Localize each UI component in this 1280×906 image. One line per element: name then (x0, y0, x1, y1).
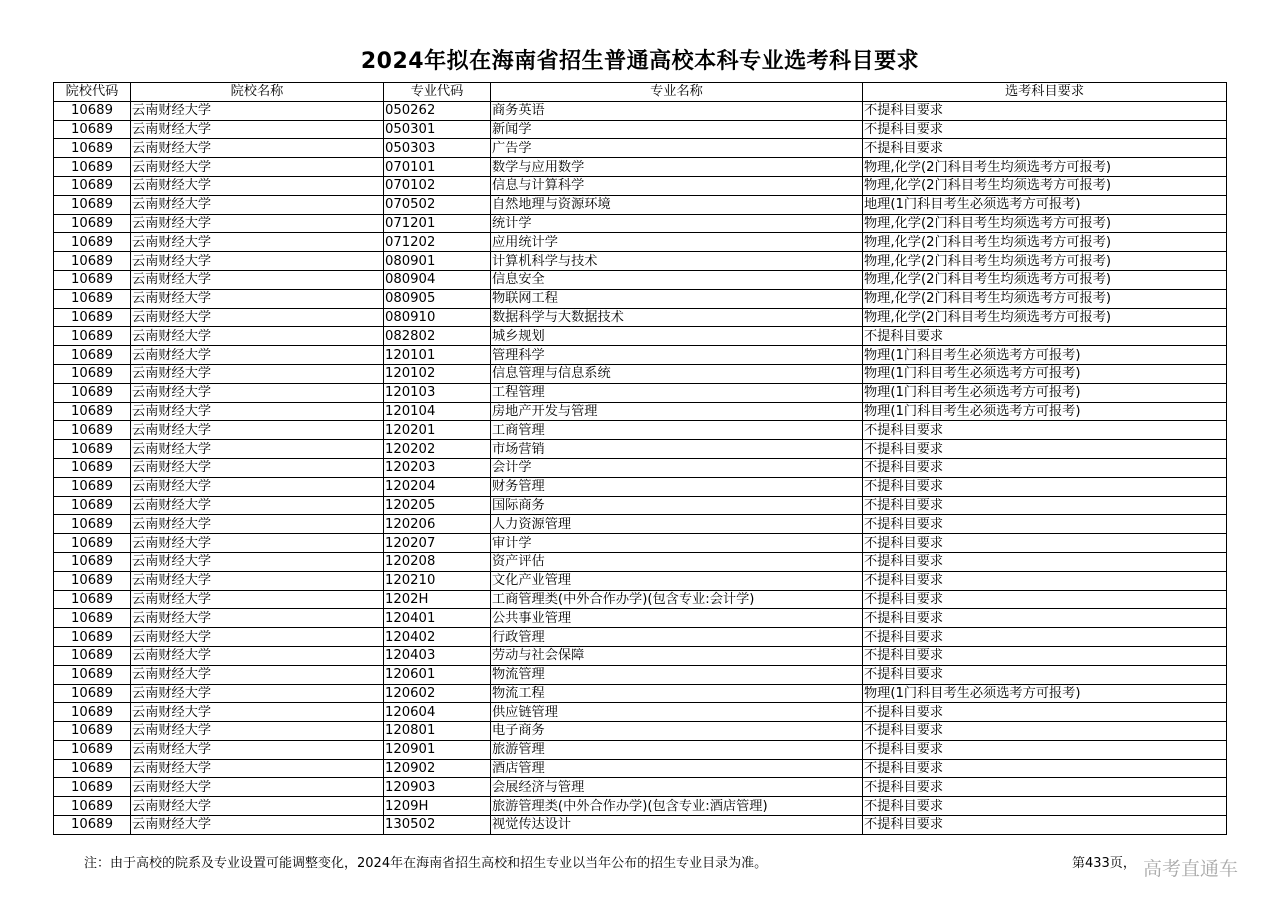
table-row (54, 534, 1227, 553)
school-code-cell: 10689 (54, 308, 131, 327)
major-name-cell: 工商管理类(中外合作办学)(包含专业:会计学) (491, 590, 863, 609)
school-name-cell: 云南财经大学 (131, 402, 384, 421)
subject-requirement-cell: 不提科目要求 (863, 421, 1227, 440)
major-code-cell: 120403 (384, 646, 491, 665)
school-name-cell: 云南财经大学 (131, 496, 384, 515)
subject-requirement-cell: 物理(1门科目考生必须选考方可报考) (863, 346, 1227, 365)
table-row (54, 158, 1227, 177)
subject-requirement-cell: 不提科目要求 (863, 120, 1227, 139)
major-name-cell: 供应链管理 (491, 703, 863, 722)
school-name-cell: 云南财经大学 (131, 176, 384, 195)
school-name-cell: 云南财经大学 (131, 308, 384, 327)
major-name-cell: 广告学 (491, 139, 863, 158)
table-row (54, 778, 1227, 797)
subject-requirement-cell: 不提科目要求 (863, 740, 1227, 759)
school-name-cell: 云南财经大学 (131, 233, 384, 252)
school-code-cell: 10689 (54, 816, 131, 835)
major-code-cell: 120402 (384, 628, 491, 647)
major-code-cell: 1202H (384, 590, 491, 609)
table-row (54, 139, 1227, 158)
subject-requirement-cell: 不提科目要求 (863, 646, 1227, 665)
major-code-cell: 120104 (384, 402, 491, 421)
subject-requirement-cell: 不提科目要求 (863, 515, 1227, 534)
school-code-cell: 10689 (54, 176, 131, 195)
school-code-cell: 10689 (54, 740, 131, 759)
major-name-cell: 视觉传达设计 (491, 816, 863, 835)
school-code-cell: 10689 (54, 477, 131, 496)
school-code-cell: 10689 (54, 402, 131, 421)
major-code-cell: 120903 (384, 778, 491, 797)
school-code-cell: 10689 (54, 214, 131, 233)
school-code-cell: 10689 (54, 703, 131, 722)
subject-requirement-cell: 物理,化学(2门科目考生均须选考方可报考) (863, 308, 1227, 327)
subject-requirement-cell: 不提科目要求 (863, 628, 1227, 647)
subject-requirement-cell: 物理,化学(2门科目考生均须选考方可报考) (863, 252, 1227, 271)
major-code-cell: 120601 (384, 665, 491, 684)
school-name-cell: 云南财经大学 (131, 816, 384, 835)
subject-requirement-cell: 地理(1门科目考生必须选考方可报考) (863, 195, 1227, 214)
table-row (54, 233, 1227, 252)
school-name-cell: 云南财经大学 (131, 628, 384, 647)
major-name-cell: 工商管理 (491, 421, 863, 440)
table-row (54, 646, 1227, 665)
major-code-cell: 120401 (384, 609, 491, 628)
major-code-cell: 120203 (384, 458, 491, 477)
major-name-cell: 人力资源管理 (491, 515, 863, 534)
school-code-cell: 10689 (54, 364, 131, 383)
table-row (54, 816, 1227, 835)
school-code-cell: 10689 (54, 609, 131, 628)
major-code-cell: 120205 (384, 496, 491, 515)
school-code-cell: 10689 (54, 346, 131, 365)
subject-requirement-cell: 不提科目要求 (863, 458, 1227, 477)
major-name-cell: 行政管理 (491, 628, 863, 647)
subject-requirement-cell: 物理(1门科目考生必须选考方可报考) (863, 383, 1227, 402)
major-code-cell: 071202 (384, 233, 491, 252)
school-name-cell: 云南财经大学 (131, 665, 384, 684)
subject-requirement-cell: 不提科目要求 (863, 816, 1227, 835)
major-code-cell: 080901 (384, 252, 491, 271)
subject-requirement-cell: 不提科目要求 (863, 797, 1227, 816)
school-name-cell: 云南财经大学 (131, 722, 384, 741)
subject-requirement-cell: 不提科目要求 (863, 327, 1227, 346)
school-name-cell: 云南财经大学 (131, 740, 384, 759)
school-code-cell: 10689 (54, 101, 131, 120)
school-name-cell: 云南财经大学 (131, 195, 384, 214)
major-name-cell: 电子商务 (491, 722, 863, 741)
school-code-cell: 10689 (54, 458, 131, 477)
major-code-cell: 130502 (384, 816, 491, 835)
school-code-cell: 10689 (54, 797, 131, 816)
table-row (54, 308, 1227, 327)
subject-requirement-cell: 物理(1门科目考生必须选考方可报考) (863, 402, 1227, 421)
school-name-cell: 云南财经大学 (131, 289, 384, 308)
major-name-cell: 工程管理 (491, 383, 863, 402)
major-code-cell: 120102 (384, 364, 491, 383)
school-code-cell: 10689 (54, 722, 131, 741)
major-name-cell: 市场营销 (491, 440, 863, 459)
subject-requirement-cell: 不提科目要求 (863, 571, 1227, 590)
major-name-cell: 自然地理与资源环境 (491, 195, 863, 214)
table-row (54, 590, 1227, 609)
table-row (54, 252, 1227, 271)
major-name-cell: 信息安全 (491, 270, 863, 289)
major-name-cell: 新闻学 (491, 120, 863, 139)
subject-requirement-cell: 不提科目要求 (863, 590, 1227, 609)
school-name-cell: 云南财经大学 (131, 778, 384, 797)
major-name-cell: 房地产开发与管理 (491, 402, 863, 421)
school-code-cell: 10689 (54, 440, 131, 459)
major-code-cell: 070101 (384, 158, 491, 177)
major-code-cell: 050262 (384, 101, 491, 120)
table-row (54, 101, 1227, 120)
table-header-row (54, 83, 1227, 102)
school-name-cell: 云南财经大学 (131, 346, 384, 365)
school-name-cell: 云南财经大学 (131, 101, 384, 120)
school-name-cell: 云南财经大学 (131, 609, 384, 628)
major-name-cell: 物流工程 (491, 684, 863, 703)
major-code-cell: 120902 (384, 759, 491, 778)
subject-requirement-cell: 物理,化学(2门科目考生均须选考方可报考) (863, 233, 1227, 252)
major-code-cell: 080904 (384, 270, 491, 289)
school-code-cell: 10689 (54, 628, 131, 647)
school-name-cell: 云南财经大学 (131, 759, 384, 778)
major-name-cell: 应用统计学 (491, 233, 863, 252)
subject-requirement-cell: 物理,化学(2门科目考生均须选考方可报考) (863, 176, 1227, 195)
subject-requirement-cell: 不提科目要求 (863, 101, 1227, 120)
subject-requirement-cell: 不提科目要求 (863, 552, 1227, 571)
subject-requirement-cell: 不提科目要求 (863, 609, 1227, 628)
major-name-cell: 审计学 (491, 534, 863, 553)
table-row (54, 684, 1227, 703)
school-name-cell: 云南财经大学 (131, 534, 384, 553)
school-name-cell: 云南财经大学 (131, 552, 384, 571)
table-row (54, 289, 1227, 308)
table-row (54, 195, 1227, 214)
table-body (54, 101, 1227, 834)
subject-requirement-cell: 不提科目要求 (863, 477, 1227, 496)
major-name-cell: 信息管理与信息系统 (491, 364, 863, 383)
major-code-cell: 1209H (384, 797, 491, 816)
school-code-cell: 10689 (54, 195, 131, 214)
major-code-cell: 120201 (384, 421, 491, 440)
requirements-table (53, 82, 1227, 835)
school-name-cell: 云南财经大学 (131, 458, 384, 477)
school-code-cell: 10689 (54, 252, 131, 271)
major-code-cell: 120202 (384, 440, 491, 459)
major-code-cell: 120210 (384, 571, 491, 590)
major-code-cell: 050303 (384, 139, 491, 158)
major-code-cell: 120204 (384, 477, 491, 496)
table-row (54, 797, 1227, 816)
watermark: 高考直通车 (1143, 858, 1239, 880)
major-name-cell: 信息与计算科学 (491, 176, 863, 195)
table-row (54, 270, 1227, 289)
table-row (54, 402, 1227, 421)
major-code-cell: 120604 (384, 703, 491, 722)
subject-requirement-cell: 不提科目要求 (863, 722, 1227, 741)
school-code-cell: 10689 (54, 421, 131, 440)
school-code-cell: 10689 (54, 158, 131, 177)
major-name-cell: 会展经济与管理 (491, 778, 863, 797)
table-row (54, 628, 1227, 647)
major-code-cell: 120207 (384, 534, 491, 553)
major-code-cell: 071201 (384, 214, 491, 233)
major-code-cell: 120208 (384, 552, 491, 571)
school-code-cell: 10689 (54, 139, 131, 158)
table-row (54, 609, 1227, 628)
subject-requirement-cell: 物理,化学(2门科目考生均须选考方可报考) (863, 289, 1227, 308)
header-school-name: 院校名称 (131, 83, 384, 102)
major-name-cell: 公共事业管理 (491, 609, 863, 628)
table-row (54, 214, 1227, 233)
school-name-cell: 云南财经大学 (131, 590, 384, 609)
school-code-cell: 10689 (54, 289, 131, 308)
table-row (54, 722, 1227, 741)
school-code-cell: 10689 (54, 646, 131, 665)
school-code-cell: 10689 (54, 327, 131, 346)
school-name-cell: 云南财经大学 (131, 684, 384, 703)
major-code-cell: 070502 (384, 195, 491, 214)
major-code-cell: 120801 (384, 722, 491, 741)
subject-requirement-cell: 不提科目要求 (863, 703, 1227, 722)
major-name-cell: 数学与应用数学 (491, 158, 863, 177)
school-name-cell: 云南财经大学 (131, 214, 384, 233)
school-name-cell: 云南财经大学 (131, 477, 384, 496)
table-row (54, 458, 1227, 477)
major-name-cell: 国际商务 (491, 496, 863, 515)
school-name-cell: 云南财经大学 (131, 515, 384, 534)
table-row (54, 665, 1227, 684)
subject-requirement-cell: 不提科目要求 (863, 665, 1227, 684)
table-row (54, 496, 1227, 515)
subject-requirement-cell: 物理,化学(2门科目考生均须选考方可报考) (863, 270, 1227, 289)
school-code-cell: 10689 (54, 684, 131, 703)
major-name-cell: 城乡规划 (491, 327, 863, 346)
header-major-name: 专业名称 (491, 83, 863, 102)
school-code-cell: 10689 (54, 270, 131, 289)
table-row (54, 176, 1227, 195)
school-name-cell: 云南财经大学 (131, 158, 384, 177)
school-name-cell: 云南财经大学 (131, 252, 384, 271)
major-name-cell: 财务管理 (491, 477, 863, 496)
table-row (54, 440, 1227, 459)
table-row (54, 421, 1227, 440)
table-row (54, 571, 1227, 590)
page-number: 第433页， (1072, 856, 1136, 871)
school-name-cell: 云南财经大学 (131, 797, 384, 816)
school-name-cell: 云南财经大学 (131, 703, 384, 722)
major-code-cell: 050301 (384, 120, 491, 139)
subject-requirement-cell: 物理,化学(2门科目考生均须选考方可报考) (863, 158, 1227, 177)
major-code-cell: 120602 (384, 684, 491, 703)
school-name-cell: 云南财经大学 (131, 571, 384, 590)
school-name-cell: 云南财经大学 (131, 383, 384, 402)
major-name-cell: 旅游管理 (491, 740, 863, 759)
major-code-cell: 120901 (384, 740, 491, 759)
major-name-cell: 会计学 (491, 458, 863, 477)
table-row (54, 364, 1227, 383)
school-code-cell: 10689 (54, 552, 131, 571)
major-code-cell: 082802 (384, 327, 491, 346)
subject-requirement-cell: 不提科目要求 (863, 139, 1227, 158)
subject-requirement-cell: 物理(1门科目考生必须选考方可报考) (863, 364, 1227, 383)
major-name-cell: 商务英语 (491, 101, 863, 120)
major-name-cell: 统计学 (491, 214, 863, 233)
major-code-cell: 120103 (384, 383, 491, 402)
table-row (54, 515, 1227, 534)
subject-requirement-cell: 不提科目要求 (863, 440, 1227, 459)
table-row (54, 740, 1227, 759)
header-major-code: 专业代码 (384, 83, 491, 102)
school-code-cell: 10689 (54, 496, 131, 515)
school-code-cell: 10689 (54, 759, 131, 778)
school-code-cell: 10689 (54, 778, 131, 797)
table-row (54, 477, 1227, 496)
major-name-cell: 劳动与社会保障 (491, 646, 863, 665)
major-name-cell: 物联网工程 (491, 289, 863, 308)
major-name-cell: 旅游管理类(中外合作办学)(包含专业:酒店管理) (491, 797, 863, 816)
major-name-cell: 酒店管理 (491, 759, 863, 778)
major-name-cell: 管理科学 (491, 346, 863, 365)
school-code-cell: 10689 (54, 383, 131, 402)
table-row (54, 383, 1227, 402)
header-subject-requirement: 选考科目要求 (863, 83, 1227, 102)
school-code-cell: 10689 (54, 120, 131, 139)
major-name-cell: 计算机科学与技术 (491, 252, 863, 271)
subject-requirement-cell: 不提科目要求 (863, 778, 1227, 797)
header-school-code: 院校代码 (54, 83, 131, 102)
major-code-cell: 120206 (384, 515, 491, 534)
table-row (54, 346, 1227, 365)
major-code-cell: 120101 (384, 346, 491, 365)
major-code-cell: 080910 (384, 308, 491, 327)
footer-note: 注：由于高校的院系及专业设置可能调整变化，2024年在海南省招生高校和招生专业以当年公布的招生专业目录为准。 (84, 856, 768, 871)
major-name-cell: 文化产业管理 (491, 571, 863, 590)
school-code-cell: 10689 (54, 233, 131, 252)
school-name-cell: 云南财经大学 (131, 139, 384, 158)
table-row (54, 120, 1227, 139)
school-code-cell: 10689 (54, 571, 131, 590)
table-row (54, 552, 1227, 571)
school-code-cell: 10689 (54, 590, 131, 609)
school-code-cell: 10689 (54, 534, 131, 553)
subject-requirement-cell: 不提科目要求 (863, 759, 1227, 778)
major-name-cell: 数据科学与大数据技术 (491, 308, 863, 327)
major-name-cell: 资产评估 (491, 552, 863, 571)
school-name-cell: 云南财经大学 (131, 421, 384, 440)
subject-requirement-cell: 不提科目要求 (863, 496, 1227, 515)
school-code-cell: 10689 (54, 665, 131, 684)
page-title: 2024年拟在海南省招生普通高校本科专业选考科目要求 (360, 49, 920, 74)
subject-requirement-cell: 不提科目要求 (863, 534, 1227, 553)
table-row (54, 327, 1227, 346)
school-name-cell: 云南财经大学 (131, 364, 384, 383)
school-code-cell: 10689 (54, 515, 131, 534)
subject-requirement-cell: 物理(1门科目考生必须选考方可报考) (863, 684, 1227, 703)
table-row (54, 759, 1227, 778)
school-name-cell: 云南财经大学 (131, 646, 384, 665)
subject-requirement-cell: 物理,化学(2门科目考生均须选考方可报考) (863, 214, 1227, 233)
major-code-cell: 080905 (384, 289, 491, 308)
school-name-cell: 云南财经大学 (131, 327, 384, 346)
school-name-cell: 云南财经大学 (131, 440, 384, 459)
table-row (54, 703, 1227, 722)
school-name-cell: 云南财经大学 (131, 120, 384, 139)
major-code-cell: 070102 (384, 176, 491, 195)
major-name-cell: 物流管理 (491, 665, 863, 684)
school-name-cell: 云南财经大学 (131, 270, 384, 289)
